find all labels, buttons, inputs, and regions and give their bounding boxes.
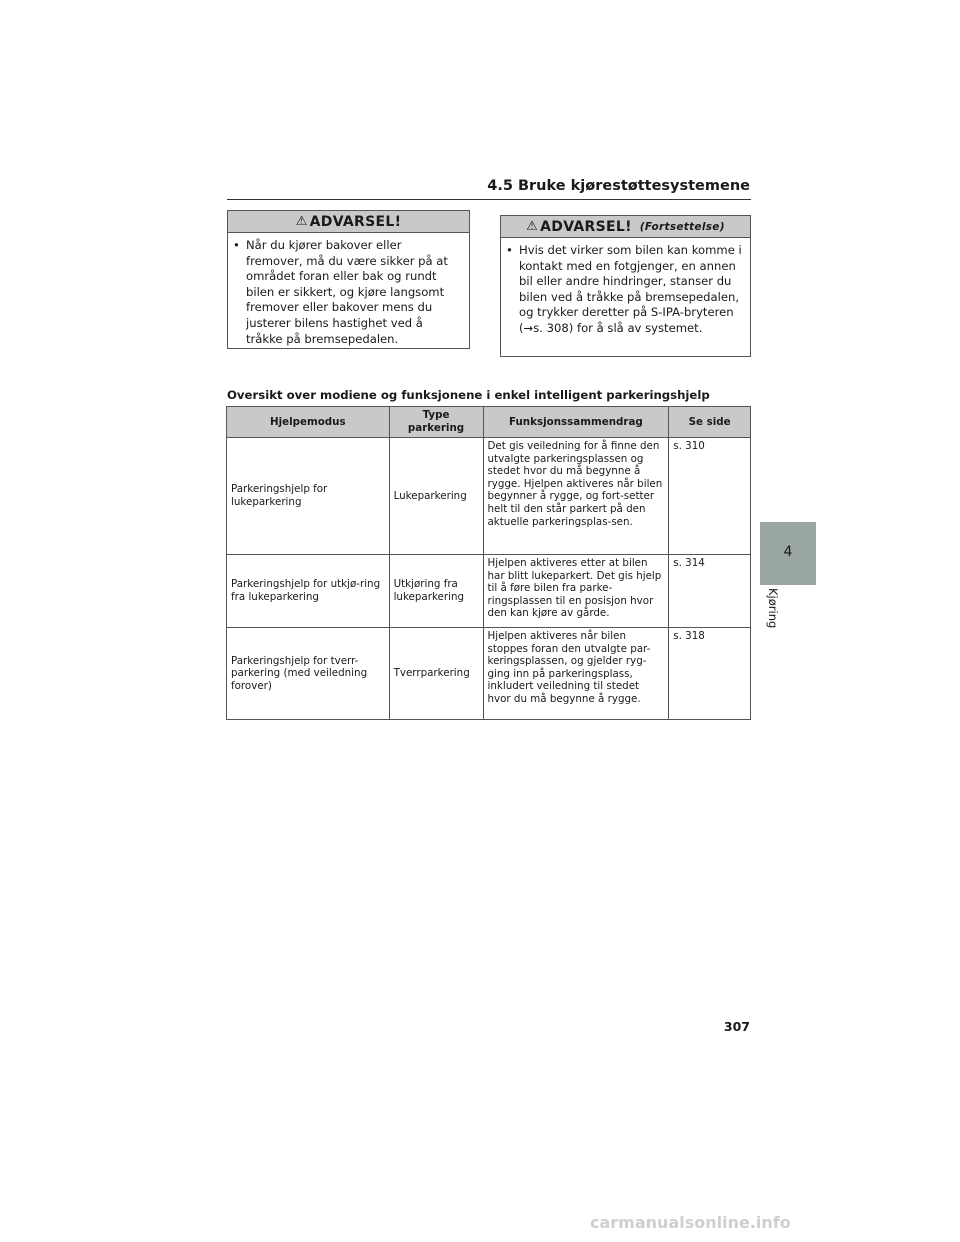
bullet-icon: • bbox=[233, 238, 240, 252]
chapter-label bbox=[762, 588, 782, 648]
warning-body bbox=[228, 233, 469, 353]
type-cell: Lukeparkering bbox=[389, 438, 483, 555]
warning-header bbox=[228, 211, 469, 233]
warning-continued-label: (Fortsettelse) bbox=[639, 220, 725, 233]
header-divider bbox=[227, 199, 751, 200]
summary-cell: Hjelpen aktiveres etter at bilen har blitt lukeparkert. Det gis hjelp til å føre bilen fra parke-ringsplassen til en posisjon hvor den kan kjøre av gårde. bbox=[483, 555, 669, 628]
chapter-number: 4 bbox=[783, 544, 793, 560]
column-header: Type parkering bbox=[389, 407, 483, 438]
page-ref-cell: s. 318 bbox=[669, 628, 751, 720]
page-ref-cell: s. 314 bbox=[669, 555, 751, 628]
summary-cell: Det gis veiledning for å finne den utvalgte parkeringsplassen og stedet hvor du må begynne å rygge. Hjelpen aktiveres når bilen begynner å rygge, og fort-setter helt til den står parkert på den aktuelle parkeringsplas-sen. bbox=[483, 438, 669, 555]
column-header: Hjelpemodus bbox=[227, 407, 390, 438]
column-header: Funksjonssammendrag bbox=[483, 407, 669, 438]
type-cell: Tverrparkering bbox=[389, 628, 483, 720]
bullet-icon: • bbox=[506, 243, 513, 257]
table-row bbox=[227, 438, 751, 555]
mode-cell: Parkeringshjelp for lukeparkering bbox=[227, 438, 390, 555]
watermark: carmanualsonline.info bbox=[590, 1213, 791, 1232]
warning-triangle-icon: ⚠ bbox=[526, 219, 539, 234]
table-row bbox=[227, 628, 751, 720]
warning-body bbox=[501, 238, 750, 343]
warning-text: Hvis det virker som bilen kan komme i kontakt med en fotgjenger, en annen bil eller andre hindringer, stanser du bilen ved å tråkke på bremsepedalen, og trykker deretter på S-IPA-bryteren (→s. 308) for å slå av systemet. bbox=[519, 243, 742, 335]
warning-triangle-icon: ⚠ bbox=[295, 214, 308, 229]
modes-table bbox=[226, 406, 751, 720]
page-ref-cell: s. 310 bbox=[669, 438, 751, 555]
warning-header bbox=[501, 216, 750, 238]
warning-title: ADVARSEL! bbox=[540, 218, 632, 235]
page-number: 307 bbox=[723, 1019, 750, 1034]
warning-title: ADVARSEL! bbox=[309, 213, 402, 230]
warning-box-right bbox=[500, 215, 751, 357]
table-title: Oversikt over modiene og funksjonene i enkel intelligent parkeringshjelp bbox=[227, 388, 710, 402]
table-row bbox=[227, 555, 751, 628]
chapter-label-text: Kjøring bbox=[766, 588, 780, 629]
type-cell: Utkjøring fra lukeparkering bbox=[389, 555, 483, 628]
section-header: 4.5 Bruke kjørestøttesystemene bbox=[487, 178, 750, 194]
mode-cell: Parkeringshjelp for tverr-parkering (med veiledning forover) bbox=[227, 628, 390, 720]
table-header-row bbox=[227, 407, 751, 438]
mode-cell: Parkeringshjelp for utkjø-ring fra lukeparkering bbox=[227, 555, 390, 628]
column-header: Se side bbox=[669, 407, 751, 438]
warning-box-left bbox=[227, 210, 470, 349]
warning-text: Når du kjører bakover eller fremover, må du være sikker på at området foran eller bak og rundt bilen er sikkert, og kjøre langsomt fremover eller bakover mens du justerer bilens hastighet ved å tråkke på bremsepedalen. bbox=[246, 238, 448, 346]
summary-cell: Hjelpen aktiveres når bilen stoppes foran den utvalgte par-keringsplassen, og gjelder ryg-ging inn på parkeringsplass, inkludert veiledning til stedet hvor du må begynne å rygge. bbox=[483, 628, 669, 720]
